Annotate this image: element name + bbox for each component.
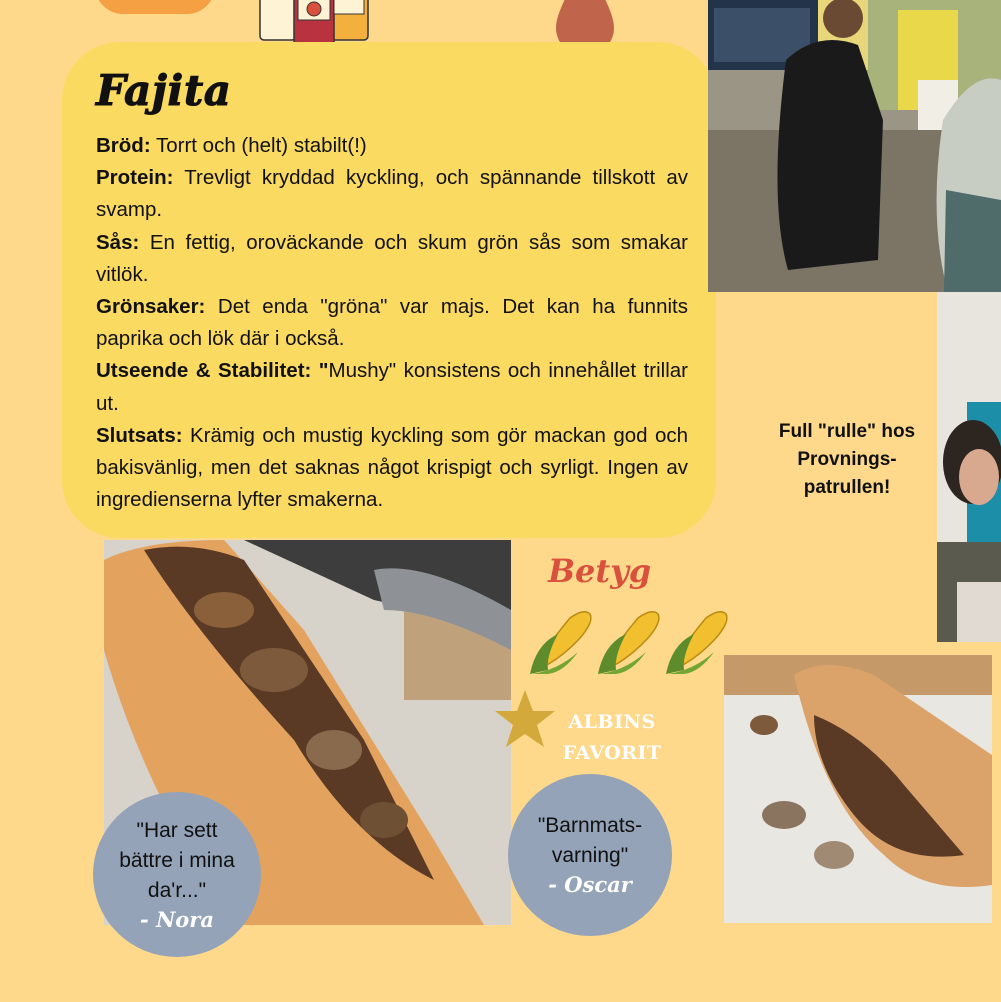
quote-bubble-nora [93,792,261,957]
rating-heading: Betyg [548,552,652,590]
star-icon [494,688,556,750]
review-value: Trevligt kryddad kyckling, och spännande tillskott av svamp. [96,166,688,222]
review-label: Slutsats: [96,423,183,447]
photo-person-laughing [937,292,1001,642]
review-value: Krämig och mustig kyckling som gör mackan god och bakisvänlig, men det saknas något krispigt och syrligt. Ingen av ingredienserna lyfter smakerna. [96,423,688,512]
review-label: Protein: [96,166,174,190]
review-protein [96,162,688,226]
review-label: Utseende & Stabilitet: " [96,359,329,383]
review-text [96,130,688,516]
review-value: En fettig, oroväckande och skum grön sås som smakar vitlök. [96,230,688,286]
review-label: Grönsaker: [96,295,206,319]
decorative-blob [95,0,215,14]
quote-text: "Barnmats-varning" [537,814,643,867]
review-conclusion [96,420,688,517]
photo-person-illustration [937,292,1001,642]
corn-icon [598,612,659,674]
photo-sandwich-sliced [724,655,992,923]
favorite-line1: ALBINS [568,711,656,733]
review-label: Bröd: [96,134,151,157]
corn-rating [528,604,738,676]
review-value: Torrt och (helt) stabilt(!) [150,134,367,157]
quote-author: - Oscar [548,872,632,897]
photo-people-illustration [708,0,1001,292]
review-value: Mushy" konsistens och innehållet trillar ut. [96,359,688,415]
review-value: Det enda "gröna" var majs. Det kan ha funnits paprika och lök där i också. [96,295,688,351]
quote-text: "Har sett bättre i mina da'r..." [119,818,235,902]
photo-sliced-illustration [724,655,992,923]
photo-people-outdoors [708,0,1001,292]
corn-icon [530,612,591,674]
quote-author: - Nora [140,906,214,932]
quote-bubble-oscar [508,774,672,936]
review-label: Sås: [96,230,140,254]
favorite-badge [548,707,676,769]
corn-icon [666,612,727,674]
review-vegetables [96,291,688,355]
review-sauce [96,227,688,291]
review-bread [96,130,688,162]
favorite-line2: FAVORIT [562,742,662,764]
review-appearance [96,355,688,419]
page-title: Fajita [96,66,232,115]
photo-caption: Full "rulle" hos Provnings-patrullen! [778,421,916,498]
